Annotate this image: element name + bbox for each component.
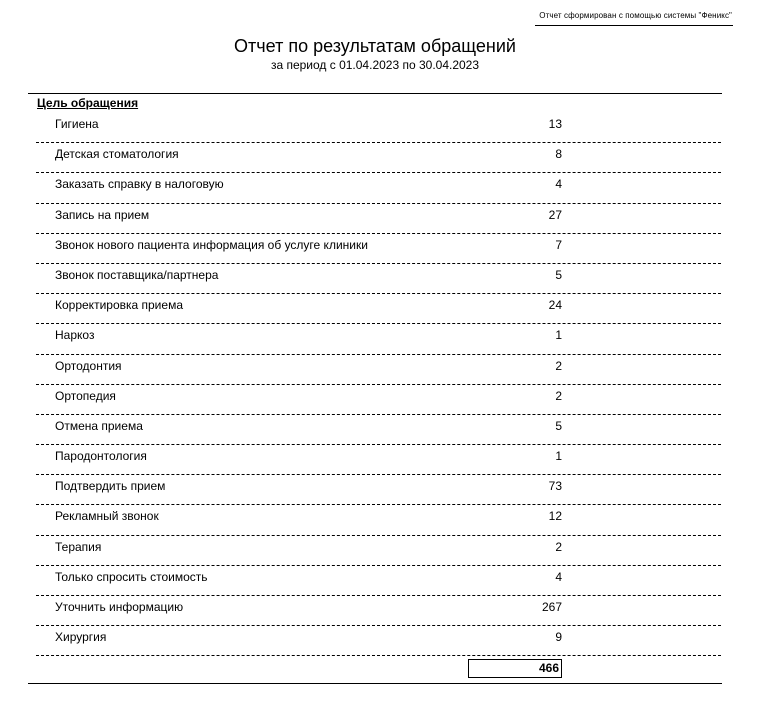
report-row: [36, 626, 721, 656]
row-label: Запись на прием: [55, 207, 150, 222]
report-row: [36, 385, 721, 415]
table-top-rule: [28, 93, 722, 94]
report-row: [36, 596, 721, 626]
report-row: [36, 355, 721, 385]
report-row: [36, 143, 721, 173]
row-value: 4: [555, 569, 562, 584]
row-value: 2: [555, 388, 562, 403]
report-row: [36, 113, 721, 143]
row-value: 12: [548, 509, 562, 524]
row-value: 267: [541, 600, 562, 614]
report-row: [36, 566, 721, 596]
report-row: [36, 204, 721, 234]
row-value: 5: [555, 418, 562, 433]
row-value: 8: [555, 147, 562, 162]
report-rows: [36, 113, 721, 656]
report-period: за период с 01.04.2023 по 30.04.2023: [270, 58, 480, 72]
row-label: Пародонтология: [55, 449, 147, 464]
report-row: [36, 536, 721, 566]
row-value: 1: [555, 449, 562, 464]
report-row: [36, 294, 721, 324]
report-row: [36, 264, 721, 294]
report-row: [36, 324, 721, 354]
row-label: Детская стоматология: [55, 147, 179, 162]
report-row: [36, 445, 721, 475]
row-label: Заказать справку в налоговую: [55, 177, 224, 192]
row-value: 73: [548, 479, 562, 494]
row-label: Только спросить стоимость: [55, 569, 208, 584]
report-row: [36, 234, 721, 264]
row-value: 2: [555, 358, 562, 373]
row-value: 27: [548, 207, 562, 222]
row-label: Рекламный звонок: [55, 509, 159, 524]
report-title: Отчет по результатам обращений: [234, 36, 516, 56]
row-label: Наркоз: [55, 328, 95, 343]
row-label: Хирургия: [55, 630, 107, 645]
row-label: Отмена приема: [55, 418, 143, 433]
report-row: [36, 173, 721, 203]
row-label: Уточнить информацию: [55, 600, 184, 614]
row-label: Звонок поставщика/партнера: [55, 267, 219, 282]
row-value: 13: [548, 117, 562, 131]
row-label: Гигиена: [55, 117, 99, 131]
total-value: 466: [468, 659, 562, 678]
table-bottom-rule: [28, 683, 722, 684]
row-label: Корректировка приема: [55, 298, 183, 313]
section-label: Цель обращения: [37, 96, 139, 110]
row-value: 9: [555, 630, 562, 645]
row-label: Звонок нового пациента информация об услуге клиники: [55, 237, 368, 252]
row-value: 2: [555, 539, 562, 554]
row-value: 1: [555, 328, 562, 343]
row-value: 24: [548, 298, 562, 313]
row-label: Терапия: [55, 539, 102, 554]
row-label: Подтвердить прием: [55, 479, 166, 494]
row-label: Ортопедия: [55, 388, 116, 403]
report-generator-note: Отчет сформирован с помощью системы "Феникс": [539, 11, 732, 20]
header-rule: [535, 25, 733, 26]
report-row: [36, 505, 721, 535]
row-value: 4: [555, 177, 562, 192]
row-label: Ортодонтия: [55, 358, 122, 373]
row-value: 7: [555, 237, 562, 252]
report-row: [36, 475, 721, 505]
report-row: [36, 415, 721, 445]
row-value: 5: [555, 267, 562, 282]
